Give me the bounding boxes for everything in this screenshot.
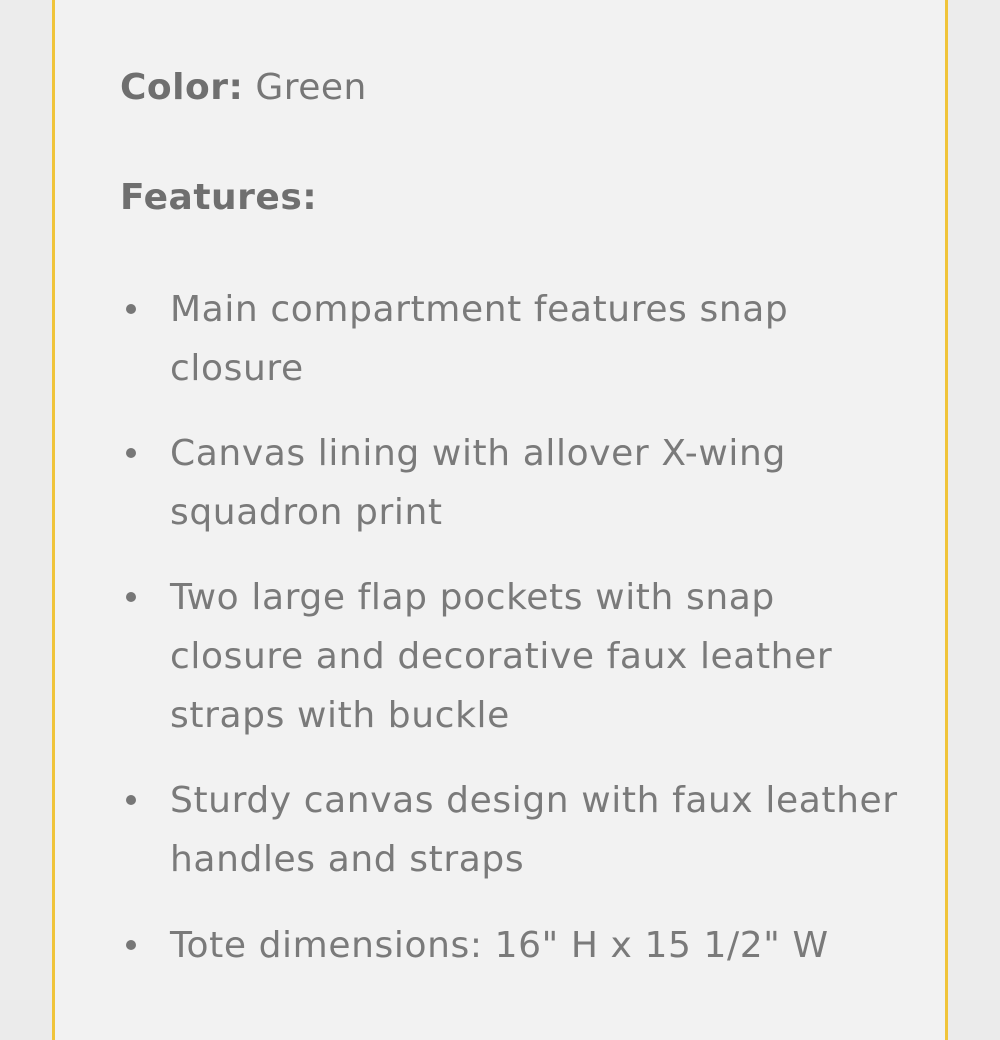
features-heading: Features: — [120, 177, 318, 218]
color-value: Green — [255, 67, 367, 108]
feature-text: Canvas lining with allover X-wing squadron print — [170, 433, 786, 533]
feature-text: Tote dimensions: 16" H x 15 1/2" W — [170, 925, 829, 966]
bullet-icon — [126, 592, 136, 602]
bullet-icon — [126, 940, 136, 950]
bullet-icon — [126, 304, 136, 314]
product-details-card — [52, 0, 948, 1040]
bullet-icon — [126, 795, 136, 805]
color-row — [120, 66, 367, 110]
bullet-icon — [126, 448, 136, 458]
feature-text: Sturdy canvas design with faux leather handles and straps — [170, 780, 898, 880]
feature-text: Main compartment features snap closure — [170, 289, 789, 389]
color-label: Color: — [120, 67, 244, 108]
feature-text: Two large flap pockets with snap closure and decorative faux leather straps with buckle — [170, 577, 833, 736]
